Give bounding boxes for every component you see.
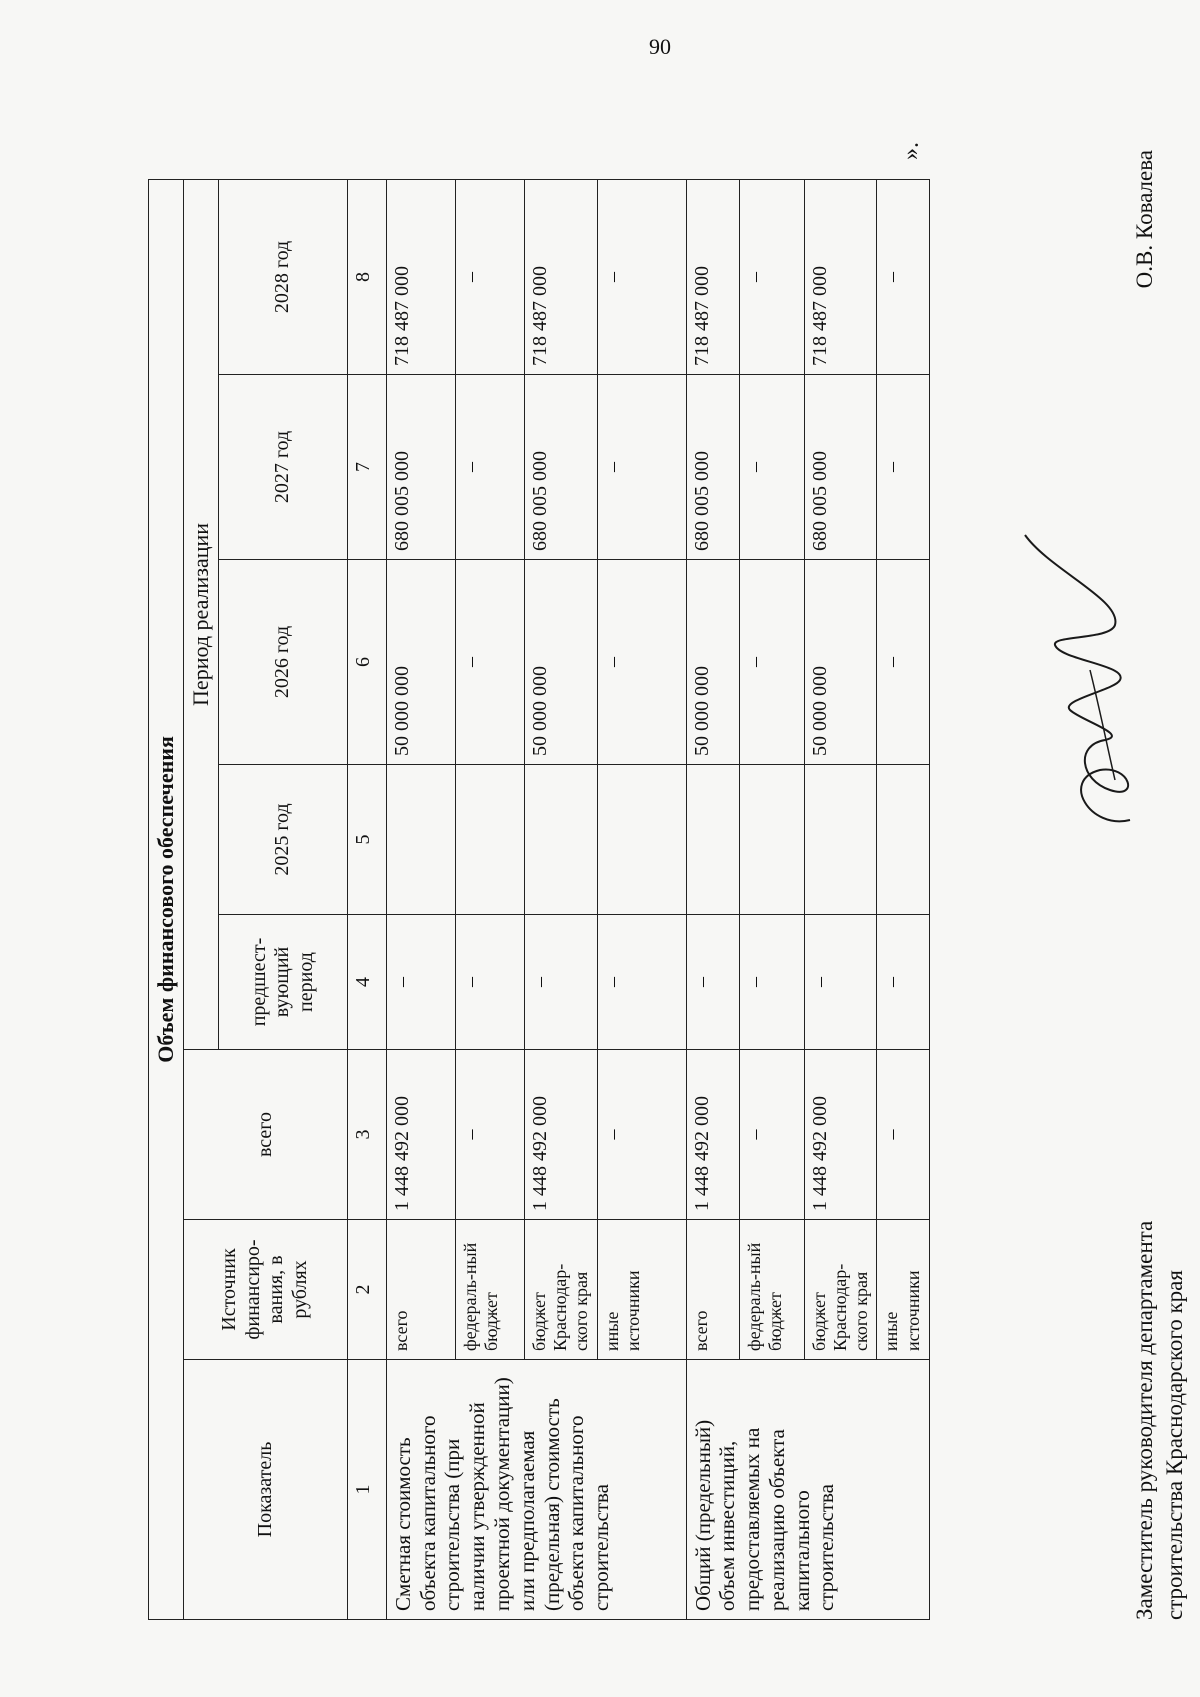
- header-2028: 2028 год: [218, 179, 347, 374]
- col-num: 1: [347, 1360, 386, 1620]
- col-num: 7: [347, 375, 386, 560]
- header-period: Период реализации: [183, 179, 218, 1049]
- y2026-cell: –: [455, 560, 524, 765]
- y2025-cell: [524, 765, 597, 915]
- y2026-cell: –: [597, 560, 686, 765]
- y2028-cell: 718 487 000: [686, 179, 739, 374]
- y2026-cell: –: [739, 560, 804, 765]
- signer-name: О.В. Ковалева: [1132, 150, 1157, 289]
- y2028-cell: 718 487 000: [524, 179, 597, 374]
- signer-title-line: Заместитель руководителя департамента: [1132, 1220, 1157, 1620]
- y2025-cell: [877, 765, 930, 915]
- y2025-cell: [597, 765, 686, 915]
- total-cell: 1 448 492 000: [804, 1050, 877, 1220]
- handwritten-signature: [1020, 520, 1160, 840]
- header-source: Источник финансиро-вания, в рублях: [183, 1220, 347, 1360]
- table-row: [686, 179, 739, 1619]
- col-num: 4: [347, 915, 386, 1050]
- col-num: 3: [347, 1050, 386, 1220]
- prev-cell: –: [739, 915, 804, 1050]
- y2028-cell: –: [455, 179, 524, 374]
- header-2025: 2025 год: [218, 765, 347, 915]
- signer-title: [1130, 1221, 1190, 1620]
- y2026-cell: 50 000 000: [524, 560, 597, 765]
- y2027-cell: 680 005 000: [386, 375, 455, 560]
- table-title: Объем финансового обеспечения: [149, 179, 184, 1619]
- prev-cell: –: [804, 915, 877, 1050]
- page-number: 90: [649, 34, 671, 59]
- total-cell: –: [597, 1050, 686, 1220]
- source-cell: всего: [386, 1220, 455, 1360]
- source-cell: федераль-ный бюджет: [739, 1220, 804, 1360]
- y2026-cell: 50 000 000: [686, 560, 739, 765]
- header-indicator: Показатель: [183, 1360, 347, 1620]
- prev-cell: –: [386, 915, 455, 1050]
- prev-cell: –: [524, 915, 597, 1050]
- total-cell: 1 448 492 000: [386, 1050, 455, 1220]
- column-number-row: [347, 179, 386, 1619]
- y2027-cell: 680 005 000: [686, 375, 739, 560]
- total-cell: 1 448 492 000: [524, 1050, 597, 1220]
- y2028-cell: –: [597, 179, 686, 374]
- source-cell: бюджет Краснодар-ского края: [524, 1220, 597, 1360]
- y2025-cell: [804, 765, 877, 915]
- source-cell: иные источники: [597, 1220, 686, 1360]
- y2028-cell: –: [877, 179, 930, 374]
- y2027-cell: 680 005 000: [524, 375, 597, 560]
- y2028-cell: 718 487 000: [804, 179, 877, 374]
- y2027-cell: –: [739, 375, 804, 560]
- y2026-cell: 50 000 000: [386, 560, 455, 765]
- indicator-cell: Сметная стоимость объекта капитального строительства (при наличии утвержденной проектной документации) или предполагаемая (предельная) стоимость объекта капитального строительства: [386, 1360, 686, 1620]
- source-cell: иные источники: [877, 1220, 930, 1360]
- prev-cell: –: [686, 915, 739, 1050]
- source-cell: бюджет Краснодар-ского края: [804, 1220, 877, 1360]
- total-cell: –: [739, 1050, 804, 1220]
- signer-title-line: строительства Краснодарского края: [1161, 1270, 1187, 1620]
- y2028-cell: –: [739, 179, 804, 374]
- header-2026: 2026 год: [218, 560, 347, 765]
- financing-table: [148, 179, 930, 1620]
- col-num: 6: [347, 560, 386, 765]
- y2025-cell: [386, 765, 455, 915]
- prev-cell: –: [455, 915, 524, 1050]
- total-cell: 1 448 492 000: [686, 1050, 739, 1220]
- header-total: всего: [183, 1050, 347, 1220]
- source-cell: всего: [686, 1220, 739, 1360]
- table-row: [386, 179, 455, 1619]
- header-prev-period: предшест-вующий период: [218, 915, 347, 1050]
- y2025-cell: [455, 765, 524, 915]
- y2027-cell: –: [455, 375, 524, 560]
- prev-cell: –: [597, 915, 686, 1050]
- col-num: 2: [347, 1220, 386, 1360]
- y2025-cell: [686, 765, 739, 915]
- y2027-cell: –: [597, 375, 686, 560]
- y2026-cell: –: [877, 560, 930, 765]
- y2025-cell: [739, 765, 804, 915]
- header-2027: 2027 год: [218, 375, 347, 560]
- y2027-cell: –: [877, 375, 930, 560]
- prev-cell: –: [877, 915, 930, 1050]
- total-cell: –: [877, 1050, 930, 1220]
- y2028-cell: 718 487 000: [386, 179, 455, 374]
- source-cell: федераль-ный бюджет: [455, 1220, 524, 1360]
- indicator-cell: Общий (предельный) объем инвестиций, предоставляемых на реализацию объекта капитального строительства: [686, 1360, 930, 1620]
- col-num: 8: [347, 179, 386, 374]
- col-num: 5: [347, 765, 386, 915]
- closing-quote: ».: [898, 142, 924, 160]
- rotated-content: [130, 90, 1200, 1620]
- y2027-cell: 680 005 000: [804, 375, 877, 560]
- y2026-cell: 50 000 000: [804, 560, 877, 765]
- total-cell: –: [455, 1050, 524, 1220]
